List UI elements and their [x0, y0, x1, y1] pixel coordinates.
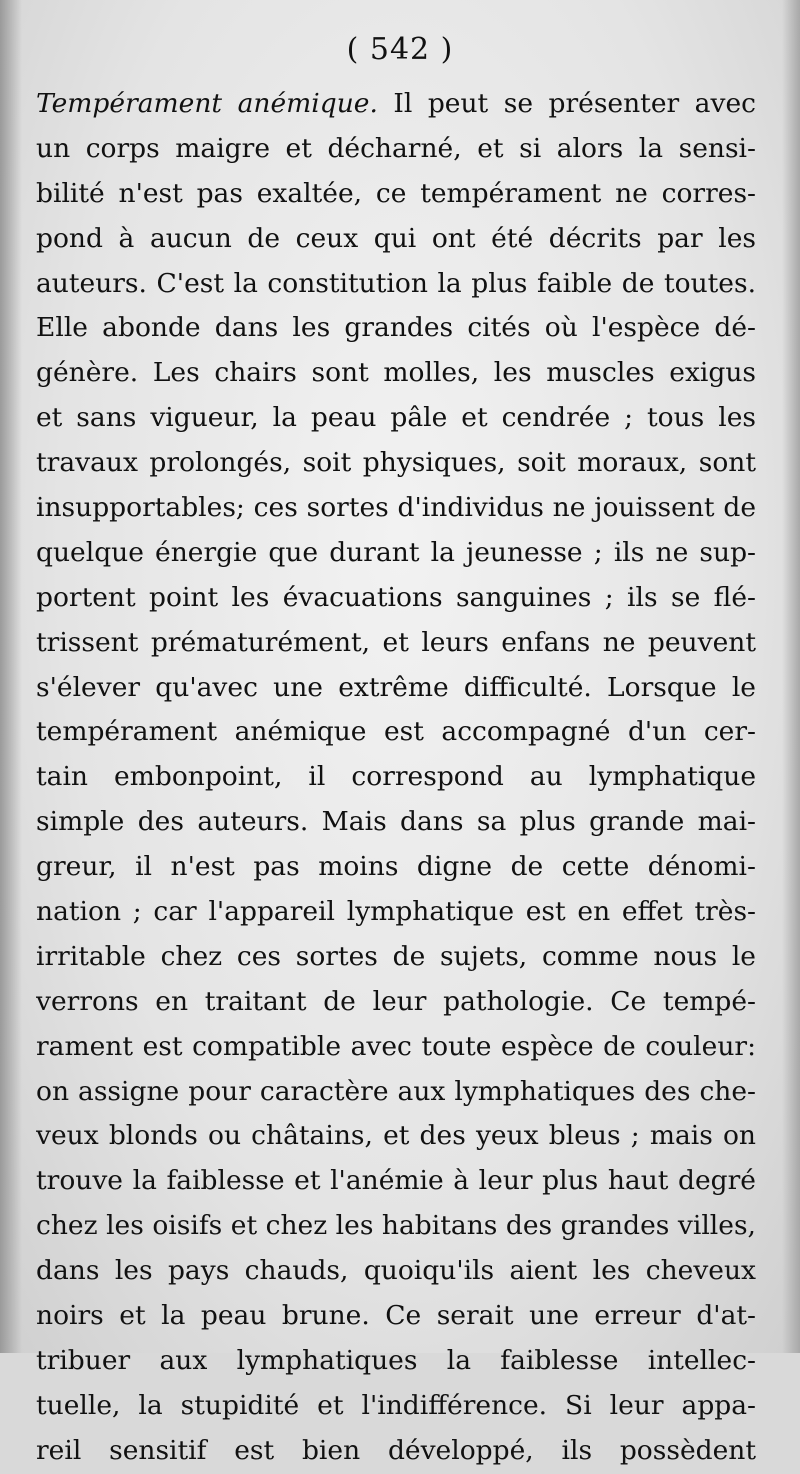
page-number: ( 542 )	[346, 32, 454, 67]
text-line: greur, il n'est pas moins digne de cette dénomi-	[36, 851, 756, 883]
text-line: Elle abonde dans les grandes cités où l'espèce dé-	[36, 312, 756, 344]
text-line: reil sensitif est bien développé, ils possèdent	[36, 1434, 756, 1466]
text-line: noirs et la peau brune. Ce serait une erreur d'at-	[36, 1300, 756, 1332]
text-line: tain embonpoint, il correspond au lymphatique	[36, 761, 756, 793]
text-line: génère. Les chairs sont molles, les muscles exigus	[36, 357, 756, 389]
text-line: un corps maigre et décharné, et si alors la sensi-	[36, 132, 756, 164]
text-line: chez les oisifs et chez les habitans des grandes villes,	[36, 1210, 756, 1242]
text-line: s'élever qu'avec une extrême difficulté. Lorsque le	[36, 671, 756, 703]
text-line: tuelle, la stupidité et l'indifférence. Si leur appa-	[36, 1389, 756, 1421]
text-line: irritable chez ces sortes de sujets, comme nous le	[36, 940, 756, 972]
text-line: portent point les évacuations sanguines ; ils se flé-	[36, 581, 756, 613]
body-text	[36, 82, 756, 1474]
text-line	[36, 82, 756, 127]
text-line: travaux prolongés, soit physiques, soit moraux, sont	[36, 447, 756, 479]
text-line: insupportables; ces sortes d'individus ne jouissent de	[36, 492, 756, 524]
text-line: tempérament anémique est accompagné d'un cer-	[36, 716, 756, 748]
text-line: rament est compatible avec toute espèce de couleur:	[36, 1030, 756, 1062]
text-line: verrons en traitant de leur pathologie. Ce tempé-	[36, 985, 756, 1017]
text-line: trissent prématurément, et leurs enfans ne peuvent	[36, 626, 756, 658]
text-line: bilité n'est pas exaltée, ce tempérament ne corres-	[36, 177, 756, 209]
text-line: dans les pays chauds, quoiqu'ils aient les cheveux	[36, 1255, 756, 1287]
text-line: et sans vigueur, la peau pâle et cendrée ; tous les	[36, 402, 756, 434]
text-line: trouve la faiblesse et l'anémie à leur plus haut degré	[36, 1165, 756, 1197]
section-heading-italic: Tempérament anémique.	[36, 88, 378, 119]
text-line: auteurs. C'est la constitution la plus faible de toutes.	[36, 267, 756, 299]
page-right-shadow	[782, 0, 800, 1353]
text-line: quelque énergie que durant la jeunesse ; ils ne sup-	[36, 536, 756, 568]
text-line: on assigne pour caractère aux lymphatiques des che-	[36, 1075, 756, 1107]
text-line: nation ; car l'appareil lymphatique est en effet très-	[36, 896, 756, 928]
text-line: simple des auteurs. Mais dans sa plus grande mai-	[36, 806, 756, 838]
line-text: Il peut se présenter avec	[377, 88, 756, 119]
page-left-shadow	[0, 0, 22, 1353]
text-line: tribuer aux lymphatiques la faiblesse intellec-	[36, 1344, 756, 1376]
text-line: pond à aucun de ceux qui ont été décrits par les	[36, 222, 756, 254]
text-line: veux blonds ou châtains, et des yeux bleus ; mais on	[36, 1120, 756, 1152]
